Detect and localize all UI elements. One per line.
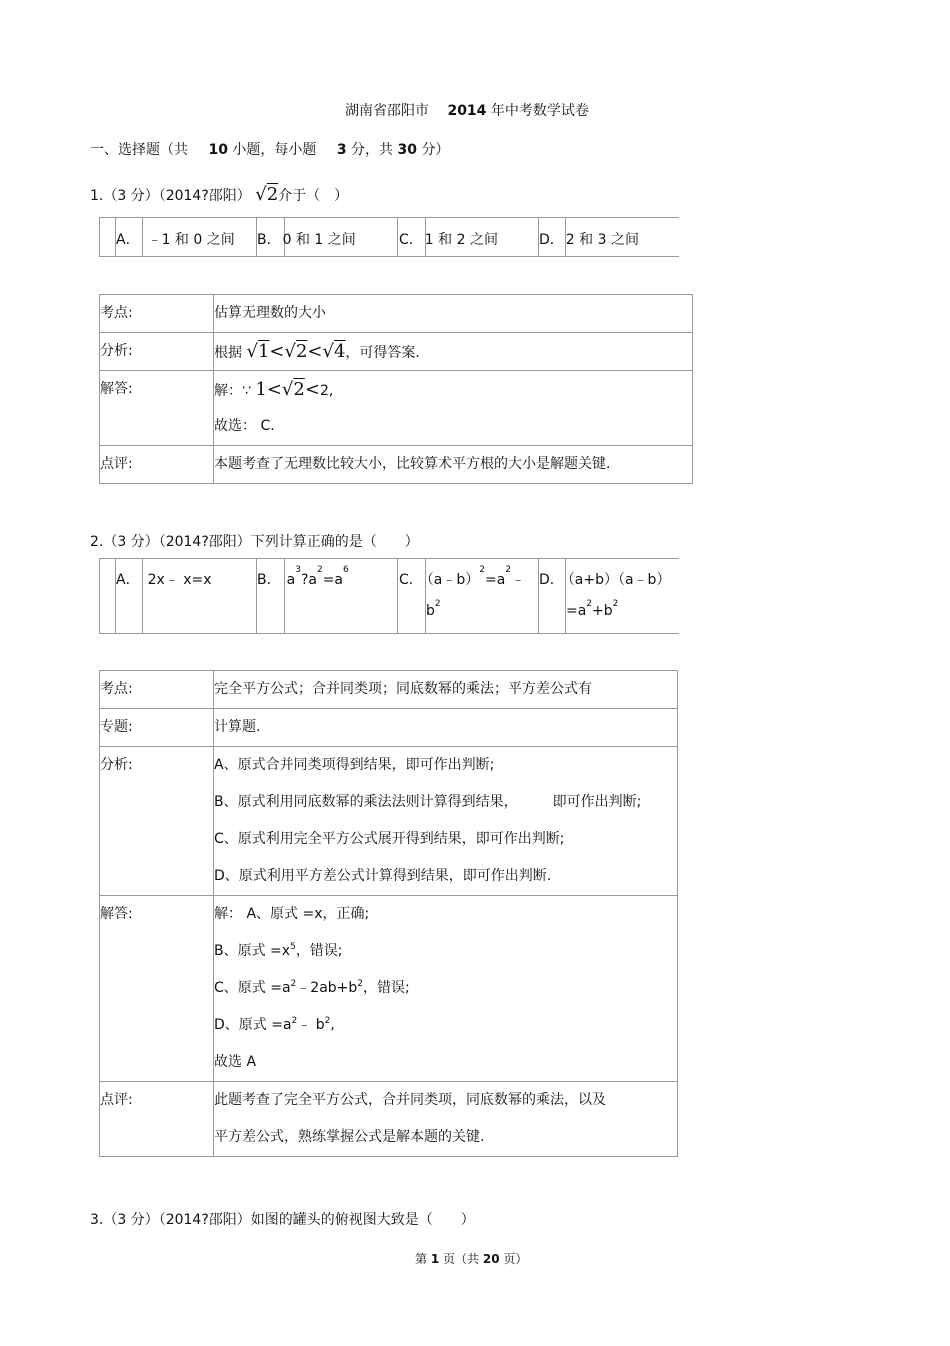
q1-row-jieda: 解答: 解：∵ 1<√2<2, 故选： C. <box>100 371 693 446</box>
sqrt-symbol: √2 <box>255 184 279 205</box>
q2-option-c[interactable]: C． $(a﹣b)^2=a^2﹣$ <box>399 565 526 588</box>
q1-row-dianping: 点评: 本题考查了无理数比较大小，比较算术平方根的大小是解题关键. <box>100 446 693 484</box>
q2-row-zhuanti: 专题: 计算题. <box>100 709 678 747</box>
q1-option-d[interactable]: D． 2 和 3 之间 <box>539 232 639 248</box>
q2-row-fenxi: 分析: A、原式合并同类项得到结果，即可作出判断; B、原式利用同底数幂的乘法法则计算得到结果， 即可作出判断; C、原式利用完全平方公式展开得到结果，即可作出判断; D、原式利用平方差公式计算得到结果，即可作出判断. <box>100 747 678 896</box>
q1-row-fenxi: 分析: 根据 √1<√2<√4，可得答案. <box>100 333 693 371</box>
q2-row-jieda: 解答: 解： A、原式 =x，正确; B、原式 $=x^5$，错误; C、原式 $=a^2﹣2ab+b^2$，错误; D、原式 $=a^2﹣$ $b^2$, 故选 A <box>100 896 678 1082</box>
q2-option-d[interactable]: D． （a+b）（a﹣b） <box>539 572 671 588</box>
q1-options <box>99 217 679 257</box>
q2-option-b[interactable]: B． $a^3?a^2=a^6$ <box>257 565 349 588</box>
q2-analysis-table <box>99 670 678 1157</box>
q2-row-dianping: 点评: 此题考查了完全平方公式，合并同类项，同底数幂的乘法，以及 平方差公式，熟练掌握公式是解本题的关键. <box>100 1082 678 1157</box>
q2-option-d-line2: $=a^2+b^2$ <box>566 599 619 619</box>
q2-row-kaodian: 考点: 完全平方公式；合并同类项；同底数幂的乘法；平方差公式有 <box>100 671 678 709</box>
q1-stem: 1.（3 分）（2014?邵阳） √2介于（ ） <box>90 184 349 205</box>
q1-row-kaodian: 考点: 估算无理数的大小 <box>100 295 693 333</box>
q1-option-c[interactable]: C． 1 和 2 之间 <box>399 232 498 248</box>
q3-stem: 3.（3 分）（2014?邵阳）如图的罐头的俯视图大致是（ ） <box>90 1212 475 1228</box>
q1-option-b[interactable]: B． 0 和 1 之间 <box>257 232 356 248</box>
q2-option-a[interactable]: A． 2x﹣ x=x <box>116 572 212 588</box>
q2-option-c-line2: $b^2$ <box>426 599 441 619</box>
section-heading: 一、选择题（共 10 小题，每小题 3 分，共 30 分） <box>90 142 450 158</box>
q2-options <box>99 558 679 634</box>
q2-stem: 2.（3 分）（2014?邵阳）下列计算正确的是（ ） <box>90 534 419 550</box>
q1-analysis-table <box>99 294 693 484</box>
page-title: 湖南省邵阳市 2014 年中考数学试卷 <box>345 103 589 119</box>
q1-option-a[interactable]: A． ﹣1 和 0 之间 <box>116 232 235 248</box>
page-footer: 第 1 页（共 20 页） <box>415 1252 528 1266</box>
